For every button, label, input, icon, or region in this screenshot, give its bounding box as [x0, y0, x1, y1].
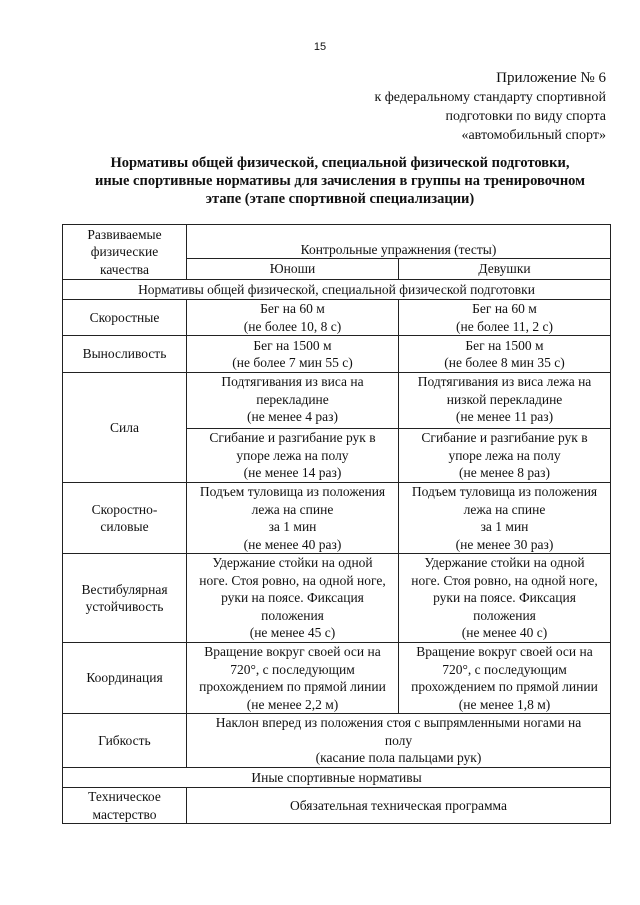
appendix-line: «автомобильный спорт»: [461, 128, 606, 143]
norm-line: (не более 8 мин 35 с): [444, 355, 565, 370]
norm-line: (не менее 4 раз): [247, 409, 338, 424]
quality-cell: [63, 483, 187, 554]
boys-norm-cell: [187, 336, 399, 373]
table-row: [63, 336, 611, 373]
header-qualities: [63, 225, 187, 280]
header-qualities-line: физические: [90, 244, 159, 260]
girls-norm-cell: [399, 336, 611, 373]
girls-norm-cell: [399, 643, 611, 714]
quality-cell: Координация: [63, 643, 187, 714]
table-row: [63, 714, 611, 768]
boys-norm-cell: [187, 373, 399, 429]
norm-line: (не менее 2,2 м): [246, 696, 339, 712]
norm-line: Вращение вокруг своей оси на: [204, 644, 381, 659]
norm-line: полу: [384, 732, 413, 748]
norm-line: положения: [473, 607, 536, 623]
flexibility-norm-cell: [187, 714, 611, 768]
boys-norm-cell: [187, 483, 399, 554]
girls-norm-cell: [399, 373, 611, 429]
section-general: Нормативы общей физической, специальной физической подготовки: [63, 280, 611, 300]
section-row: [63, 280, 611, 300]
quality-line: устойчивость: [85, 599, 164, 614]
girls-norm-cell: [399, 483, 611, 554]
norm-line: 720°, с последующим: [230, 661, 355, 677]
appendix-line: подготовки по виду спорта: [445, 109, 606, 124]
norm-line: ноге. Стоя ровно, на одной ноге,: [411, 572, 598, 588]
norm-line: ноге. Стоя ровно, на одной ноге,: [199, 572, 386, 588]
norm-line: прохождением по прямой линии: [199, 679, 386, 694]
norm-line: (не менее 1,8 м): [458, 696, 551, 712]
table-row: [63, 788, 611, 824]
table-row: [63, 483, 611, 554]
norm-line: (не менее 11 раз): [455, 409, 554, 424]
norm-line: руки на поясе. Фиксация: [221, 590, 364, 606]
boys-norm-cell: [187, 554, 399, 643]
norm-line: (не менее 30 раз): [455, 536, 554, 552]
header-control-exercises: Контрольные упражнения (тесты): [187, 225, 611, 259]
table-row: [63, 300, 611, 336]
appendix-number: Приложение № 6: [496, 70, 606, 86]
quality-cell: [63, 554, 187, 643]
norms-table: [62, 224, 611, 824]
norm-line: (не менее 8 раз): [459, 465, 550, 481]
norm-line: (не более 7 мин 55 с): [232, 355, 353, 370]
table-row: [63, 643, 611, 714]
norm-line: (не менее 40 раз): [243, 536, 342, 552]
norm-line: лежа на спине: [251, 501, 334, 517]
section-other: Иные спортивные нормативы: [63, 768, 611, 788]
quality-cell: Сила: [63, 373, 187, 483]
boys-norm-cell: [187, 429, 399, 483]
norm-line: за 1 мин: [480, 519, 529, 534]
norm-line: Вращение вокруг своей оси на: [416, 644, 593, 659]
girls-norm-cell: [399, 300, 611, 336]
quality-line: Техническое: [88, 789, 161, 804]
page-number: 15: [313, 41, 327, 53]
norm-line: 720°, с последующим: [442, 661, 567, 677]
technical-program-cell: Обязательная техническая программа: [187, 788, 611, 824]
norm-line: Удержание стойки на одной: [212, 555, 373, 571]
boys-norm-cell: [187, 300, 399, 336]
norm-line: Бег на 60 м: [472, 301, 537, 316]
quality-cell: Выносливость: [63, 336, 187, 373]
norm-line: (не менее 45 с): [249, 625, 336, 641]
header-row: [63, 225, 611, 259]
norm-line: Бег на 1500 м: [253, 337, 332, 353]
title-line: Нормативы общей физической, специальной физической подготовки,: [110, 155, 570, 171]
norm-line: (касание пола пальцами рук): [315, 750, 482, 766]
header-qualities-line: Развиваемые: [87, 226, 162, 242]
norm-line: Подъем туловища из положения: [199, 484, 386, 499]
norm-line: Сгибание и разгибание рук в: [209, 430, 376, 446]
appendix-line: к федеральному стандарту спортивной: [374, 90, 606, 105]
norm-line: Подъем туловища из положения: [411, 484, 598, 499]
norm-line: Удержание стойки на одной: [424, 555, 585, 571]
quality-line: Вестибулярная: [81, 581, 168, 597]
quality-cell: Скоростные: [63, 300, 187, 336]
boys-norm-cell: [187, 643, 399, 714]
norm-line: Сгибание и разгибание рук в: [421, 430, 588, 446]
quality-line: Скоростно-: [91, 501, 158, 517]
norm-line: упоре лежа на полу: [448, 447, 561, 463]
header-qualities-line: качества: [99, 261, 149, 277]
header-boys: Юноши: [187, 259, 399, 280]
norm-line: (не более 10, 8 с): [243, 318, 342, 334]
norm-line: низкой перекладине: [446, 391, 563, 407]
title-line: иные спортивные нормативы для зачисления в группы на тренировочном: [94, 173, 586, 189]
norm-line: Бег на 60 м: [260, 301, 325, 316]
norm-line: (не менее 14 раз): [243, 465, 342, 481]
norm-line: (не менее 40 с): [461, 625, 548, 641]
norm-line: за 1 мин: [268, 519, 317, 534]
header-girls: Девушки: [399, 259, 611, 280]
norm-line: лежа на спине: [463, 501, 546, 517]
quality-cell: [63, 788, 187, 824]
norm-line: руки на поясе. Фиксация: [433, 590, 576, 606]
girls-norm-cell: [399, 554, 611, 643]
table-row: [63, 373, 611, 429]
title-line: этапе (этапе спортивной специализации): [205, 191, 475, 207]
document-title: [60, 154, 620, 208]
quality-line: мастерство: [92, 806, 157, 822]
norm-line: Подтягивания из виса лежа на: [417, 374, 592, 389]
norm-line: упоре лежа на полу: [236, 447, 349, 463]
norm-line: прохождением по прямой линии: [411, 679, 598, 694]
norm-line: положения: [261, 607, 324, 623]
norm-line: Бег на 1500 м: [465, 337, 544, 353]
norm-line: Наклон вперед из положения стоя с выпрямленными ногами на: [215, 715, 582, 731]
section-row: [63, 768, 611, 788]
norm-line: (не более 11, 2 с): [456, 318, 553, 334]
norm-line: перекладине: [256, 391, 329, 407]
table-row: [63, 554, 611, 643]
girls-norm-cell: [399, 429, 611, 483]
appendix-header: [374, 69, 606, 145]
norm-line: Подтягивания из виса на: [221, 374, 364, 389]
quality-line: силовые: [100, 519, 149, 534]
quality-cell: Гибкость: [63, 714, 187, 768]
